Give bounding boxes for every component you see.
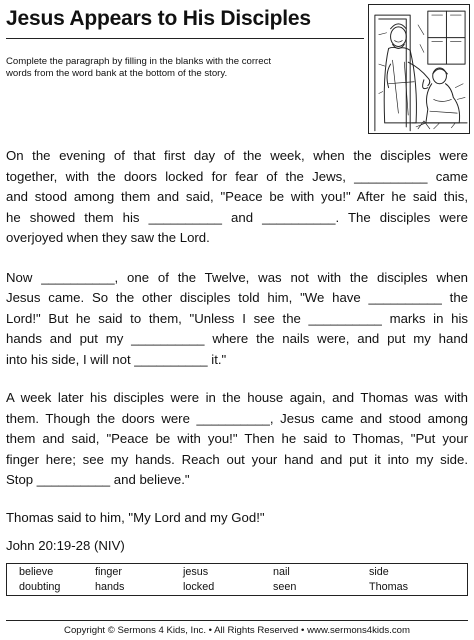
word-bank-item: seen xyxy=(273,581,297,593)
story-line: them and said, "Peace be with you!" Then he said to Thomas, "Put your xyxy=(6,431,468,446)
instructions xyxy=(6,56,356,80)
story-line: overjoyed when they saw the Lord. xyxy=(6,230,210,245)
word-bank-item: nail xyxy=(273,566,290,578)
title-underline xyxy=(6,38,364,39)
word-bank-item: jesus xyxy=(183,566,209,578)
word-bank-item: hands xyxy=(95,581,125,593)
illustration-jesus-and-thomas xyxy=(368,4,470,134)
story-line: together, with the doors locked for fear of the Jews, __________ came xyxy=(6,168,468,184)
page-title: Jesus Appears to His Disciples xyxy=(6,7,311,30)
instructions-line: Complete the paragraph by filling in the blanks with the correct xyxy=(6,56,272,67)
story-paragraph xyxy=(6,146,468,249)
story-line: them. Though the doors were __________, Jesus came and stood among xyxy=(6,410,468,426)
word-bank xyxy=(6,563,468,596)
story-line: Jesus came. So the other disciples told him, "We have __________ the xyxy=(6,290,468,305)
instructions-line: words from the word bank at the bottom of the story. xyxy=(6,68,228,79)
word-bank-item: believe xyxy=(19,566,54,578)
word-bank-item: Thomas xyxy=(369,581,409,593)
story-line: Thomas said to him, "My Lord and my God!" xyxy=(6,509,265,525)
story-line: Now __________, one of the Twelve, was not with the disciples when xyxy=(6,269,468,285)
word-bank-item: locked xyxy=(183,581,215,593)
story-paragraph xyxy=(6,508,468,529)
scripture-reference: John 20:19-28 (NIV) xyxy=(6,538,125,553)
word-bank-item: finger xyxy=(95,566,123,578)
story-line: he showed them his __________ and __________. The disciples were xyxy=(6,209,468,225)
story-line: On the evening of that first day of the week, when the disciples were xyxy=(6,148,468,163)
story-line: Lord!" But he said to them, "Unless I see the __________ marks in his xyxy=(6,310,468,326)
story-line: and stood among them and said, "Peace be with you!" After he said this, xyxy=(6,189,468,204)
word-bank-item: doubting xyxy=(19,581,61,593)
story-line: into his side, I will not __________ it." xyxy=(6,351,227,367)
story-paragraph xyxy=(6,268,468,371)
story-line: A week later his disciples were in the house again, and Thomas was with xyxy=(6,390,468,405)
footer-divider xyxy=(6,620,468,621)
story-line: Stop __________ and believe." xyxy=(6,472,190,487)
story-line: hands and put my __________ where the nails were, and put my hand xyxy=(6,331,468,346)
copyright-footer: Copyright © Sermons 4 Kids, Inc. • All Rights Reserved • www.sermons4kids.com xyxy=(64,625,410,636)
illustration-drawing xyxy=(369,5,469,133)
story-text xyxy=(6,146,468,528)
story-line: finger here; see my hands. Reach out your hand and put it into my side. xyxy=(6,451,468,467)
word-bank-item: side xyxy=(369,566,389,578)
story-paragraph xyxy=(6,388,468,491)
